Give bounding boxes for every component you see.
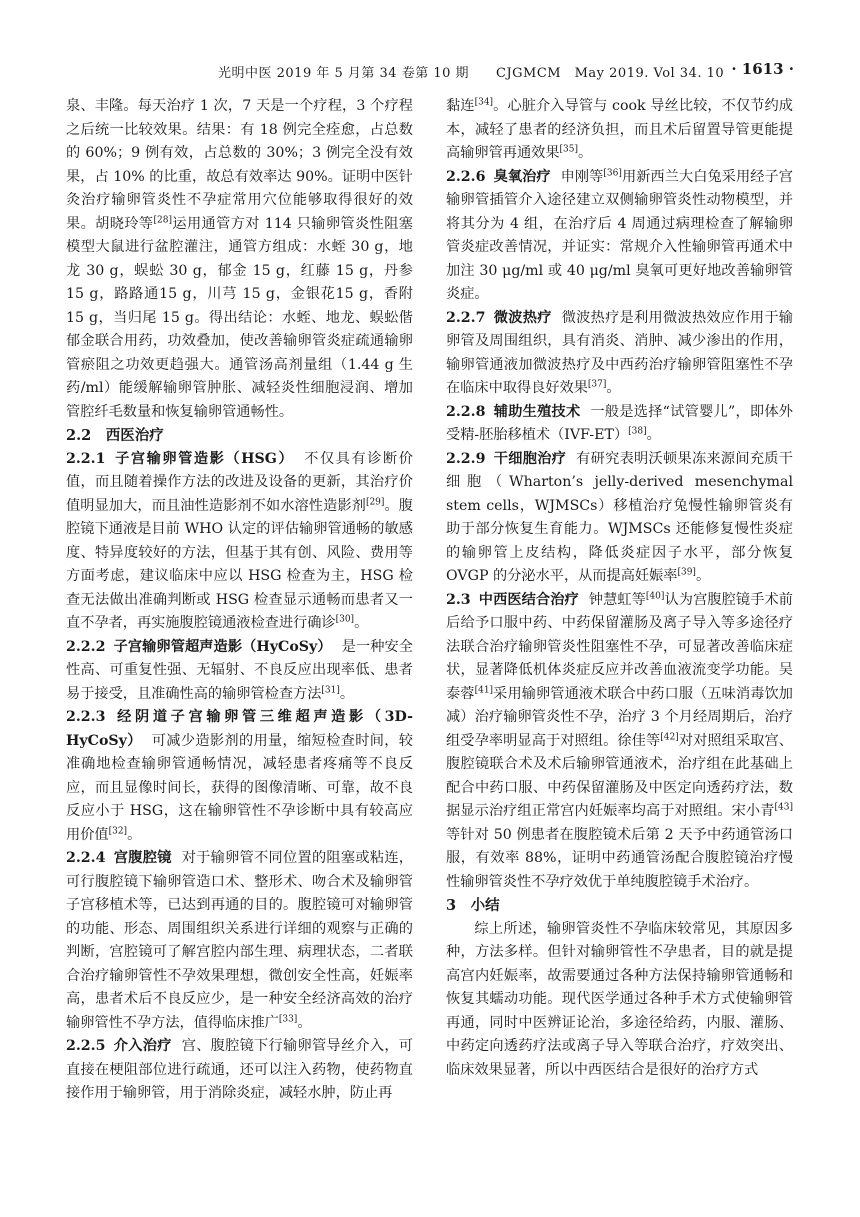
subsection-title: 宫腹腔镜 [113,850,172,866]
citation: [32] [108,825,128,836]
citation: [33] [278,1013,298,1024]
subsection-title: 辅助生殖技术 [493,403,581,420]
subsection-title: 干细胞治疗 [493,450,567,467]
subsection-title: 微波热疗 [493,309,552,326]
section-heading-2-2: 2.2 西医治疗 [66,427,164,444]
summary-paragraph: 综上所述，输卵管炎性不孕临床较常见，其原因多种，方法多样。但针对输卵管性不孕患者，目的就是提高宫内妊娠率，故需要通过各种方法保持输卵管通畅和恢复其蠕动功能。现代医学通过各种手术方式使输卵管再通，同时中医辨证论治，多途径给药，内服、灌肠、中药定向透药疗法或离子导入等联合治疗，疗效突出、临床效果显著，所以中西医结合是很好的治疗方式 [446,920,793,1078]
subsection-2-2-2: 2.2.2 子宫输卵管超声造影（HyCoSy） 是一种安全性高、可重复性强、无辐射、不良反应出现率低、患者易于接受，且准确性高的输卵管检查方法[31]。 [66,638,413,702]
citation: [38] [628,426,647,437]
left-column [66,95,413,1106]
subsection-title: 子宫输卵管超声造影（HyCoSy） [113,638,332,655]
subsection-2-2-8: 2.2.8 辅助生殖技术 一般是选择“试管婴儿”，即体外受精-胚胎移植术（IVF-ET）[38]。 [446,403,793,443]
citation: [34] [474,97,494,108]
citation: [29] [365,496,385,507]
subsection-title: 子宫输卵管造影（HSG） [113,450,295,467]
citation: [30] [335,614,355,625]
page-number: · 1613 · [731,60,794,78]
section-title: 中西医结合治疗 [478,591,579,608]
citation: [42] [660,731,679,742]
subsection-title: 经阴道子宫输卵管三维超声造影（3D-HyCoSy） [66,709,413,749]
paragraph-continued: 泉、丰隆。每天治疗 1 次，7 天是一个疗程，3 个疗程之后统一比较效果。结果：有 18 例完全痊愈，占总数的 60%；9 例有效，占总数的 30%；3 例完全没有效果，占 10% 的比重，故总有效率达 90%。证明中医针灸治疗输卵管炎性不孕症常用穴位能够取得很好的效果。胡晓玲等[28]运用通管方对 114 只输卵管炎性阻塞模型大鼠进行盆腔灌注，通管方组成：水蛭 30 g，地龙 30 g，蜈蚣 30 g，郁金 15 g，红藤 15 g，丹参 15 g，路路通15 g，川芎 15 g，金银花15 g，香附 15 g，当归尾 15 g。得出结论：水蛭、地龙、蜈蚣偕郁金联合用药，功效叠加，使改善输卵管炎症疏通输卵管瘀阻之功效更趋强大。通管汤高剂量组（1.44 g 生药/ml）能缓解输卵管肿胀、减轻炎性细胞浸润、增加管腔纤毛数量和恢复输卵管通畅性。 [66,98,413,420]
subsection-2-2-6: 2.2.6 臭氧治疗 申刚等[36]用新西兰大白兔采用经子宫输卵管插管介入途径建立双侧输卵管炎性动物模型，并将其分为 4 组，在治疗后 4 周通过病理检查了解输卵管炎症改善情况，并证实：常规介入性输卵管再通术中加注 30 μg/ml 或 40 μg/ml 臭氧可更好地改善输卵管炎症。 [446,167,793,302]
subsection-title: 臭氧治疗 [493,168,551,185]
subsection-title: 介入治疗 [113,1038,172,1054]
citation: [35] [559,144,578,155]
subsection-2-2-5: 2.2.5 介入治疗 宫、腹腔镜下行输卵管导丝介入，可直接在梗阻部位进行疏通，还可以注入药物，使药物直接作用于输卵管，用于消除炎症，减轻水肿，防止再 [66,1038,413,1101]
section-heading-3: 3 小结 [446,897,500,914]
section-2-3: 2.3 中西医结合治疗 钟慧虹等[40]认为宫腹腔镜手术前后给予口服中药、中药保留灌肠及离子导入等多途径疗法联合治疗输卵管炎性阻塞性不孕，可显著改善临床症状，显著降低机体炎症反应并改善血液流变学功能。吴泰蓉[41]采用输卵管通液术联合中药口服（五味消毒饮加减）治疗输卵管炎性不孕，治疗 3 个月经周期后，治疗组受孕率明显高于对照组。徐佳等[42]对对照组采取宫、腹腔镜联合术及术后输卵管通液术，治疗组在此基础上配合中药口服、中药保留灌肠及中医定向透药疗法，数据显示治疗组正常宫内妊娠率均高于对照组。宋小青[43]等针对 50 例患者在腹腔镜术后第 2 天予中药通管汤口服，有效率 88%，证明中药通管汤配合腹腔镜治疗慢性输卵管炎性不孕疗效优于单纯腹腔镜手术治疗。 [446,590,793,890]
citation: [41] [474,684,494,695]
subsection-2-2-1: 2.2.1 子宫输卵管造影（HSG） 不仅具有诊断价值，而且随着操作方法的改进及设备的更新，其治疗价值明显加大，而且油性造影剂不如水溶性造影剂[29]。腹腔镜下通液是目前 WHO 认定的评估输卵管通畅的敏感度、特异度较好的方法，但基于其有创、风险、费用等方面考虑，建议临床中应以 HSG 检查为主，HSG 检查无法做出准确判断或 HSG 检查显示通畅而患者又一直不孕者，再实施腹腔镜通液检查进行确诊[30]。 [66,450,413,631]
citation: [36] [603,167,622,178]
citation: [40] [645,590,665,601]
citation: [31] [321,684,340,695]
citation: [43] [774,802,793,813]
subsection-2-2-4: 2.2.4 宫腹腔镜 对于输卵管不同位置的阻塞或粘连，可行腹腔镜下输卵管造口术、整形术、吻合术及输卵管子宫移植术等，已达到再通的目的。腹腔镜可对输卵管的功能、形态、周围组织关系进行详细的观察与正确的判断，宫腔镜可了解宫腔内部生理、病理状态，二者联合治疗输卵管性不孕效果理想，微创安全性高，妊娠率高，患者术后不良反应少，是一种安全经济高效的治疗输卵管性不孕方法，值得临床推广[33]。 [66,850,413,1031]
subsection-2-2-3: 2.2.3 经阴道子宫输卵管三维超声造影（3D-HyCoSy） 可减少造影剂的用量，缩短检查时间，较准确地检查输卵管通畅情况，减轻患者疼痛等不良反应，而且显像时间长，获得的图像清晰、可靠，故不良反应小于 HSG，这在输卵管性不孕诊断中具有较高应用价值[32]。 [66,709,413,843]
subsection-2-2-9: 2.2.9 干细胞治疗 有研究表明沃顿果冻来源间充质干细胞（Wharton’s jelly-derived mesenchymal stem cells，WJMSCs）移植治疗兔慢性输卵管炎有助于部分恢复生育能力。WJMSCs 还能修复慢性炎症的输卵管上皮结构，降低炎症因子水平，部分恢复 OVGP 的分泌水平，从而提高妊娠率[39]。 [446,450,793,584]
journal-info: 光明中医 2019 年 5 月第 34 卷第 10 期 CJGMCM May 2019. Vol 34. 10 [218,66,725,81]
running-header [0,0,860,82]
right-column [446,95,793,1082]
citation: [37] [587,379,607,390]
subsection-2-2-7: 2.2.7 微波热疗 微波热疗是利用微波热效应作用于输卵管及周围组织，具有消炎、消肿、减少渗出的作用，输卵管通液加微波热疗及中西药治疗输卵管阻塞性不孕在临床中取得良好效果[37]。 [446,309,793,396]
paragraph-continued: 黏连[34]。心脏介入导管与 cook 导丝比较，不仅节约成本，减轻了患者的经济负担，而且术后留置导管更能提高输卵管再通效果[35]。 [446,97,793,161]
citation: [39] [677,567,696,578]
citation: [28] [153,214,172,225]
